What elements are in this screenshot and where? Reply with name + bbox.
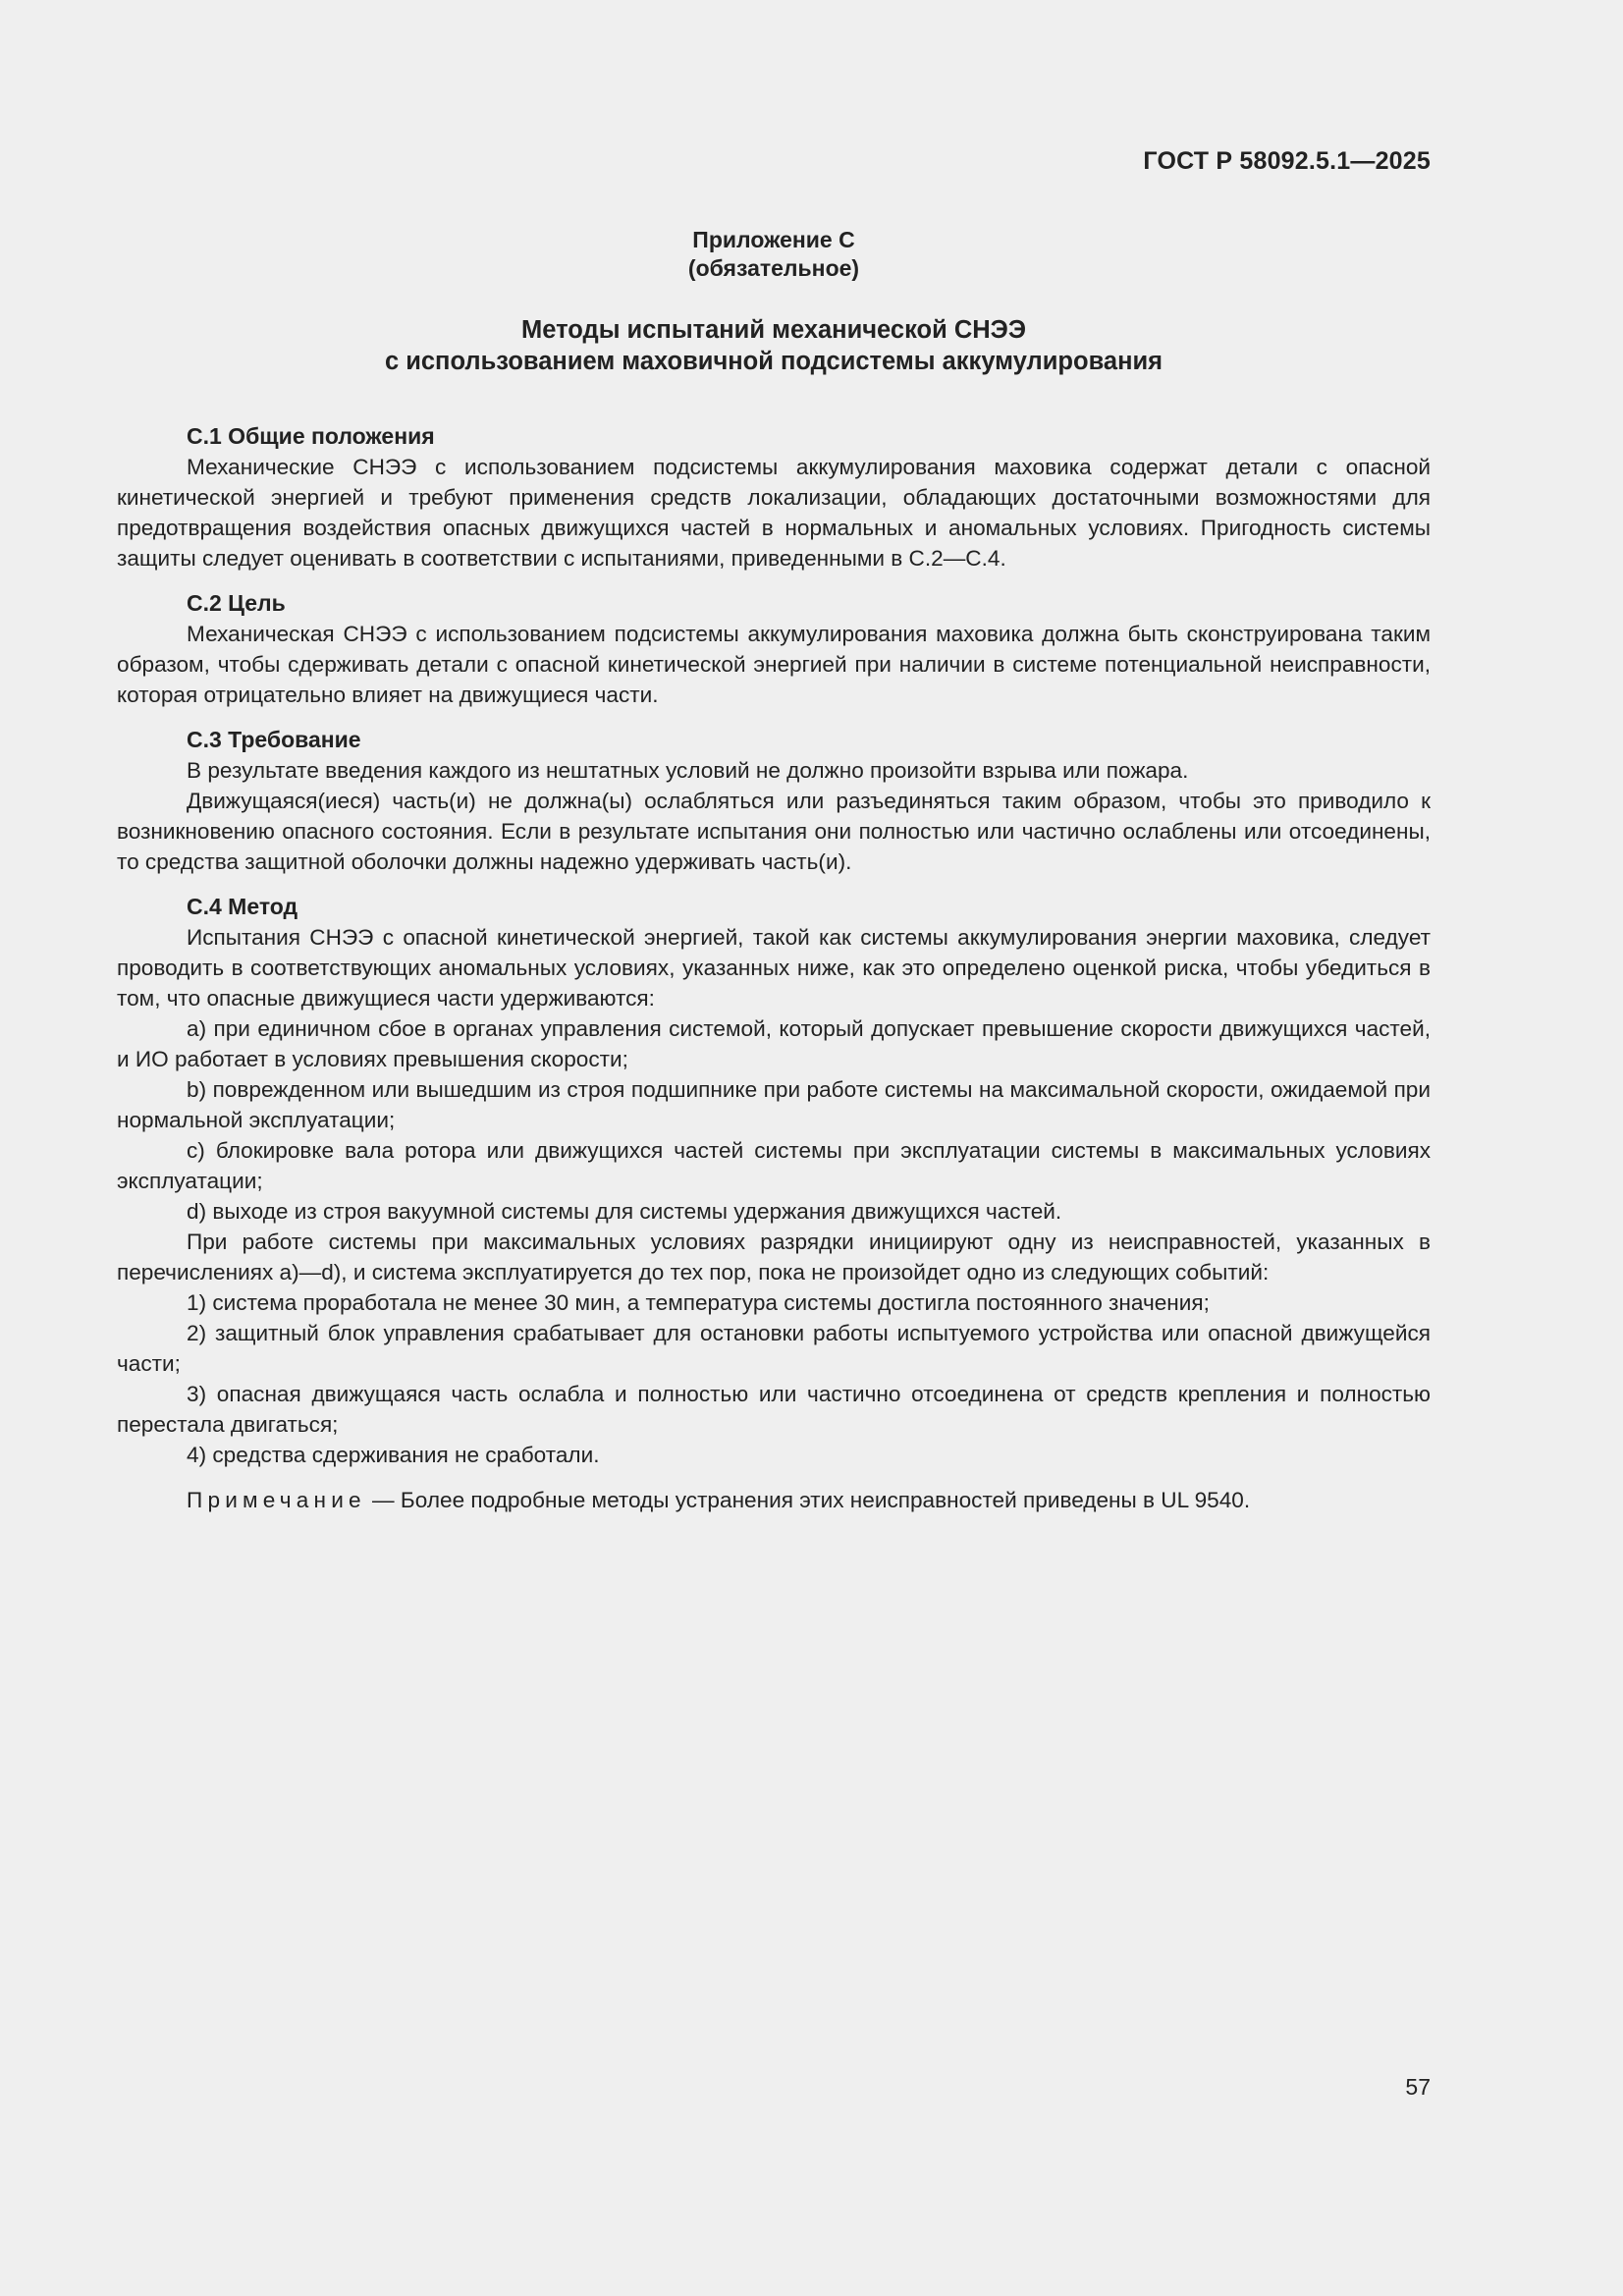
list-item-a: a) при единичном сбое в органах управления системой, который допускает превышение скорости движущихся частей, и ИО работает в условиях превышения скорости; (117, 1016, 1431, 1071)
section-c4-intro: Испытания СНЭЭ с опасной кинетической энергией, такой как системы аккумулирования энергии маховика, следует проводить в соответствующих аномальных условиях, указанных ниже, как это определено оценкой риска, чтобы убедиться в том, что опасные движущиеся части удерживаются: (117, 925, 1431, 1011)
list-item-d: d) выходе из строя вакуумной системы для системы удержания движущихся частей. (187, 1199, 1062, 1224)
list-item-3: 3) опасная движущаяся часть ослабла и полностью или частично отсоединена от средств крепления и полностью перестала двигаться; (117, 1382, 1431, 1437)
section-c1-paragraph: Механические СНЭЭ с использованием подсистемы аккумулирования маховика содержат детали с опасной кинетической энергией и требуют применения средств локализации, обладающих достаточными возможностями для предотвращения воздействия опасных движущихся частей в нормальных и аномальных условиях. Пригодность системы защиты следует оценивать в соответствии с испытаниями, приведенными в С.2—С.4. (117, 455, 1431, 571)
appendix-label: Приложение С (692, 227, 855, 252)
section-heading-c4: С.4 Метод (187, 894, 298, 919)
list-item-1: 1) система проработала не менее 30 мин, а температура системы достигла постоянного значения; (187, 1290, 1210, 1315)
list-item-2: 2) защитный блок управления срабатывает для остановки работы испытуемого устройства или опасной движущейся части; (117, 1321, 1431, 1376)
page-title (117, 314, 1431, 377)
page-content (117, 226, 1431, 1515)
section-c2-paragraph: Механическая СНЭЭ с использованием подсистемы аккумулирования маховика должна быть сконструирована таким образом, чтобы сдерживать детали с опасной кинетической энергией при наличии в системе потенциальной неисправности, которая отрицательно влияет на движущиеся части. (117, 622, 1431, 707)
section-heading-c1: С.1 Общие положения (187, 423, 435, 449)
appendix-heading (117, 226, 1431, 283)
note-label: Примечание (187, 1488, 366, 1512)
section-heading-c3: С.3 Требование (187, 727, 361, 752)
section-c3-paragraph-1: В результате введения каждого из нештатных условий не должно произойти взрыва или пожара. (187, 758, 1189, 783)
list-item-4: 4) средства сдерживания не сработали. (187, 1443, 600, 1467)
page-title-line-1: Методы испытаний механической СНЭЭ (521, 316, 1026, 344)
list-item-b: b) поврежденном или вышедшим из строя подшипнике при работе системы на максимальной скорости, ожидаемой при нормальной эксплуатации; (117, 1077, 1431, 1132)
page-number: 57 (1405, 2074, 1431, 2100)
note (117, 1485, 1431, 1515)
section-c3-paragraph-2: Движущаяся(иеся) часть(и) не должна(ы) ослабляться или разъединяться таким образом, чтобы это приводило к возникновению опасного состояния. Если в результате испытания они полностью или частично ослаблены или отсоединены, то средства защитной оболочки должны надежно удерживать часть(и). (117, 789, 1431, 874)
section-heading-c2: С.2 Цель (187, 590, 286, 616)
document-id: ГОСТ Р 58092.5.1—2025 (1143, 147, 1431, 175)
appendix-status: (обязательное) (687, 255, 860, 281)
note-text: — Более подробные методы устранения этих неисправностей приведены в UL 9540. (365, 1488, 1251, 1512)
list-item-c: c) блокировке вала ротора или движущихся частей системы при эксплуатации системы в максимальных условиях эксплуатации; (117, 1138, 1431, 1193)
page-title-line-2: с использованием маховичной подсистемы аккумулирования (384, 348, 1163, 375)
section-c4-events-intro: При работе системы при максимальных условиях разрядки инициируют одну из неисправностей, указанных в перечислениях а)—d), и система эксплуатируется до тех пор, пока не произойдет одно из следующих событий: (117, 1230, 1431, 1285)
